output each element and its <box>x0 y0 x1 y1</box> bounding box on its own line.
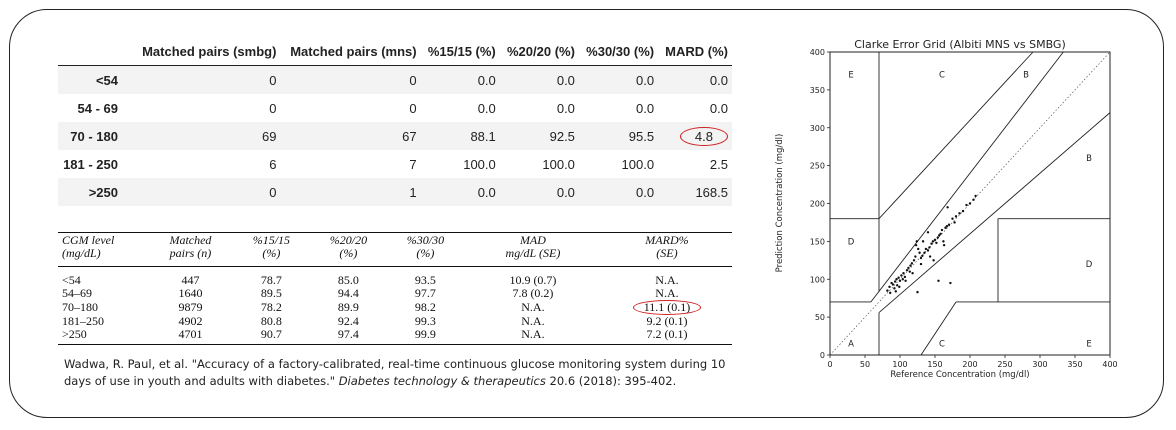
data-point <box>949 282 951 284</box>
citation <box>64 356 744 390</box>
cell-mad: N.A. <box>521 314 545 328</box>
cell-mns: 7 <box>409 156 417 172</box>
x-tick-label: 100 <box>892 360 908 369</box>
data-point <box>906 269 908 271</box>
cell-p30: 95.5 <box>579 122 658 150</box>
cell-mns: 67 <box>280 122 420 150</box>
data-point <box>899 280 901 282</box>
row-label: >250 <box>58 328 148 345</box>
x-tick-label: 50 <box>859 360 871 369</box>
row-label: 54–69 <box>62 286 92 300</box>
table1-header-mard: MARD (%) <box>658 38 732 66</box>
cell-p30: 99.3 <box>414 314 436 328</box>
data-point <box>918 252 920 254</box>
data-point <box>909 270 911 272</box>
data-point <box>927 249 929 251</box>
table1-header-blank <box>58 38 132 66</box>
data-point <box>958 212 960 214</box>
y-tick-label: 350 <box>809 85 825 95</box>
table-row <box>58 178 732 206</box>
cell-mard: 0.0 <box>658 66 732 95</box>
cell-p15: 78.2 <box>260 300 282 314</box>
data-point <box>927 231 929 233</box>
data-point <box>951 217 953 219</box>
cell-p20: 0.0 <box>500 178 579 206</box>
table2-header-mad: MAD mg/dL (SE) <box>464 233 602 267</box>
zone-label-d: D <box>847 237 855 248</box>
cell-mad: N.A. <box>521 300 545 314</box>
table2-header-p20: %20/20 (%) <box>310 233 387 267</box>
cell-p20: 100.0 <box>542 156 575 172</box>
zone-label-e: E <box>848 70 854 81</box>
data-point <box>972 199 974 201</box>
data-point <box>932 240 934 242</box>
zone-label-b: B <box>1086 154 1092 165</box>
data-point <box>969 202 971 204</box>
table-row <box>58 287 732 300</box>
y-tick-label: 100 <box>809 275 825 285</box>
cell-p20: 92.4 <box>337 314 359 328</box>
data-point <box>917 248 919 250</box>
data-point <box>937 236 939 238</box>
cell-mard <box>602 300 732 315</box>
cell-p20: 94.4 <box>337 286 359 300</box>
zone-boundary <box>879 113 1110 313</box>
cell-p30: 0.0 <box>636 100 655 116</box>
data-point <box>932 259 934 261</box>
table2-header-p15: %15/15 (%) <box>233 233 310 267</box>
table-row <box>58 122 732 150</box>
y-tick-label: 400 <box>809 48 825 57</box>
zone-label-b: B <box>1023 70 1029 81</box>
x-tick-label: 350 <box>1067 360 1083 369</box>
data-point <box>953 221 955 223</box>
cell-p20: 97.4 <box>310 328 387 345</box>
cell-p15: 0.0 <box>477 100 496 116</box>
cell-smbg: 0 <box>132 178 280 206</box>
citation-text: Wadwa, R. Paul, et al. "Accuracy of a factory-calibrated, real-time continuous glucose monitoring system during 10 days of use in youth and adults with diabetes." <box>64 357 726 388</box>
zone-label-d: D <box>1085 260 1093 271</box>
row-label: <54 <box>58 66 132 95</box>
zone-label-c: C <box>939 339 945 350</box>
cell-p30: 0.0 <box>579 178 658 206</box>
citation-text-end: 20.6 (2018): 395-402. <box>545 374 677 388</box>
row-label: <54 <box>62 273 81 287</box>
data-point <box>922 240 924 242</box>
clarke-error-grid-svg <box>770 35 1130 385</box>
data-point <box>942 240 944 242</box>
data-point <box>916 240 918 242</box>
x-tick-label: 200 <box>962 360 978 369</box>
x-tick-label: 150 <box>927 360 943 369</box>
table-row <box>58 315 732 328</box>
cell-matched: 4902 <box>178 314 203 328</box>
cell-matched: 9879 <box>178 300 203 314</box>
citation-journal: Diabetes technology & therapeutics <box>338 374 546 388</box>
y-tick-label: 50 <box>814 313 825 323</box>
zone-boundary <box>879 52 1033 219</box>
x-tick-label: 250 <box>997 360 1013 369</box>
data-point <box>923 252 925 254</box>
cell-p15: 0.0 <box>421 178 500 206</box>
data-point <box>935 242 937 244</box>
data-point <box>902 272 904 274</box>
data-point <box>896 284 898 286</box>
data-point <box>920 263 922 265</box>
table1-header-p15: %15/15 (%) <box>421 38 500 66</box>
cell-p30: 98.2 <box>414 300 436 314</box>
cell-p15: 80.8 <box>260 314 282 328</box>
data-point <box>907 267 909 269</box>
table-row <box>58 66 732 95</box>
data-point <box>913 259 915 261</box>
cell-smbg: 69 <box>132 122 280 150</box>
clarke-error-grid-chart <box>770 35 1130 390</box>
cell-mard: N.A. <box>655 273 679 287</box>
data-point <box>965 204 967 206</box>
y-tick-label: 150 <box>809 237 825 247</box>
cell-matched: 447 <box>181 273 200 287</box>
data-point <box>941 229 943 231</box>
data-point <box>955 215 957 217</box>
data-point <box>911 262 913 264</box>
data-point <box>934 239 936 241</box>
cell-mad: 10.9 (0.7) <box>509 273 557 287</box>
data-point <box>939 233 941 235</box>
cell-p20: 0.0 <box>500 66 579 95</box>
cell-matched: 4701 <box>148 328 233 345</box>
data-point <box>946 225 948 227</box>
table1-header-p20: %20/20 (%) <box>500 38 579 66</box>
table1-header-mns: Matched pairs (mns) <box>280 38 420 66</box>
y-tick-label: 300 <box>809 123 825 133</box>
cell-mns: 0 <box>280 66 420 95</box>
data-point <box>886 289 888 291</box>
data-point <box>888 286 890 288</box>
cell-smbg: 6 <box>269 156 277 172</box>
cell-mard: 7.2 (0.1) <box>602 328 732 345</box>
cell-p15: 90.7 <box>233 328 310 345</box>
cell-p30: 97.7 <box>414 286 436 300</box>
table-row <box>58 300 732 315</box>
cell-mard: 9.2 (0.1) <box>646 314 688 328</box>
row-label: 70 - 180 <box>58 122 132 150</box>
data-point <box>916 291 918 293</box>
x-tick-label: 400 <box>1102 360 1118 369</box>
cell-mad: N.A. <box>464 328 602 345</box>
table2-header-mard: MARD% (SE) <box>602 233 732 267</box>
cell-mad: 7.8 (0.2) <box>512 286 554 300</box>
y-tick-label: 0 <box>819 351 825 360</box>
cell-p30: 100.0 <box>621 156 655 172</box>
data-point <box>904 280 906 282</box>
table-row <box>58 328 732 345</box>
x-tick-label: 0 <box>827 360 833 369</box>
cell-mard: 168.5 <box>658 178 732 206</box>
zone-label-c: C <box>939 70 945 81</box>
data-point <box>914 255 916 257</box>
table2-header-row <box>58 233 732 267</box>
data-point <box>930 242 932 244</box>
data-point <box>898 286 900 288</box>
cell-p15: 0.0 <box>421 66 500 95</box>
cell-mns: 0 <box>409 100 417 116</box>
data-point <box>895 290 897 292</box>
row-label: 54 - 69 <box>77 100 118 116</box>
cell-p15: 78.7 <box>260 273 282 287</box>
cell-mard: 0.0 <box>709 100 728 116</box>
data-point <box>889 292 891 294</box>
data-point <box>893 287 895 289</box>
data-point <box>962 210 964 212</box>
data-point <box>943 244 945 246</box>
data-point <box>909 264 911 266</box>
zone-label-a: A <box>848 339 854 350</box>
cell-matched: 1640 <box>178 286 203 300</box>
row-label: 70–180 <box>62 300 98 314</box>
row-label: 181 - 250 <box>63 156 118 172</box>
data-point <box>892 283 894 285</box>
data-point <box>915 244 917 246</box>
cell-mard: N.A. <box>655 286 679 300</box>
data-point <box>928 246 930 248</box>
zone-boundary <box>871 52 1064 302</box>
data-point <box>900 274 902 276</box>
zone-label-e: E <box>1086 339 1092 350</box>
cell-mard: 2.5 <box>709 156 728 172</box>
cell-p30: 0.0 <box>579 66 658 95</box>
table-row <box>58 150 732 178</box>
cell-mard <box>658 122 732 150</box>
data-point <box>925 248 927 250</box>
table1-header-smbg: Matched pairs (smbg) <box>132 38 280 66</box>
cell-p20: 0.0 <box>556 100 575 116</box>
cell-mns: 1 <box>280 178 420 206</box>
cell-p20: 85.0 <box>337 273 359 287</box>
data-point <box>904 276 906 278</box>
data-point <box>911 272 913 274</box>
data-point <box>929 255 931 257</box>
data-point <box>974 195 976 197</box>
chart-title: Clarke Error Grid (Albiti MNS vs SMBG) <box>854 38 1066 51</box>
x-tick-label: 300 <box>1032 360 1048 369</box>
data-point <box>920 257 922 259</box>
cell-p30: 99.9 <box>387 328 464 345</box>
cell-p20: 92.5 <box>500 122 579 150</box>
y-axis-label: Prediction Concentration (mg/dl) <box>775 133 785 273</box>
table2-header-matched: Matched pairs (n) <box>148 233 233 267</box>
accuracy-table-albiti <box>58 38 732 206</box>
data-point <box>948 224 950 226</box>
x-axis-label: Reference Concentration (mg/dl) <box>890 370 1030 380</box>
cell-smbg: 0 <box>132 66 280 95</box>
row-label: >250 <box>58 178 132 206</box>
cell-p15: 100.0 <box>463 156 496 172</box>
data-point <box>894 280 896 282</box>
cell-p15: 89.5 <box>260 286 282 300</box>
y-tick-label: 200 <box>809 199 825 209</box>
table2-header-p30: %30/30 (%) <box>387 233 464 267</box>
cell-p15: 88.1 <box>421 122 500 150</box>
table1-header-p30: %30/30 (%) <box>579 38 658 66</box>
table1-header-row <box>58 38 732 66</box>
cell-p30: 93.5 <box>414 273 436 287</box>
cell-p20: 89.9 <box>337 300 359 314</box>
highlight-circle-mard: 11.1 (0.1) <box>633 300 702 315</box>
table-row <box>58 267 732 288</box>
row-label: 181–250 <box>62 314 104 328</box>
highlight-circle-mard: 4.8 <box>680 127 728 146</box>
data-point <box>902 278 904 280</box>
cell-smbg: 0 <box>269 100 277 116</box>
data-point <box>921 255 923 257</box>
data-point <box>937 280 939 282</box>
accuracy-table-wadwa <box>58 232 732 345</box>
table-row <box>58 94 732 122</box>
data-point <box>895 278 897 280</box>
data-point <box>897 277 899 279</box>
y-tick-label: 250 <box>809 161 825 171</box>
table2-header-cgm-level: CGM level (mg/dL) <box>58 233 148 267</box>
data-point <box>946 206 948 208</box>
